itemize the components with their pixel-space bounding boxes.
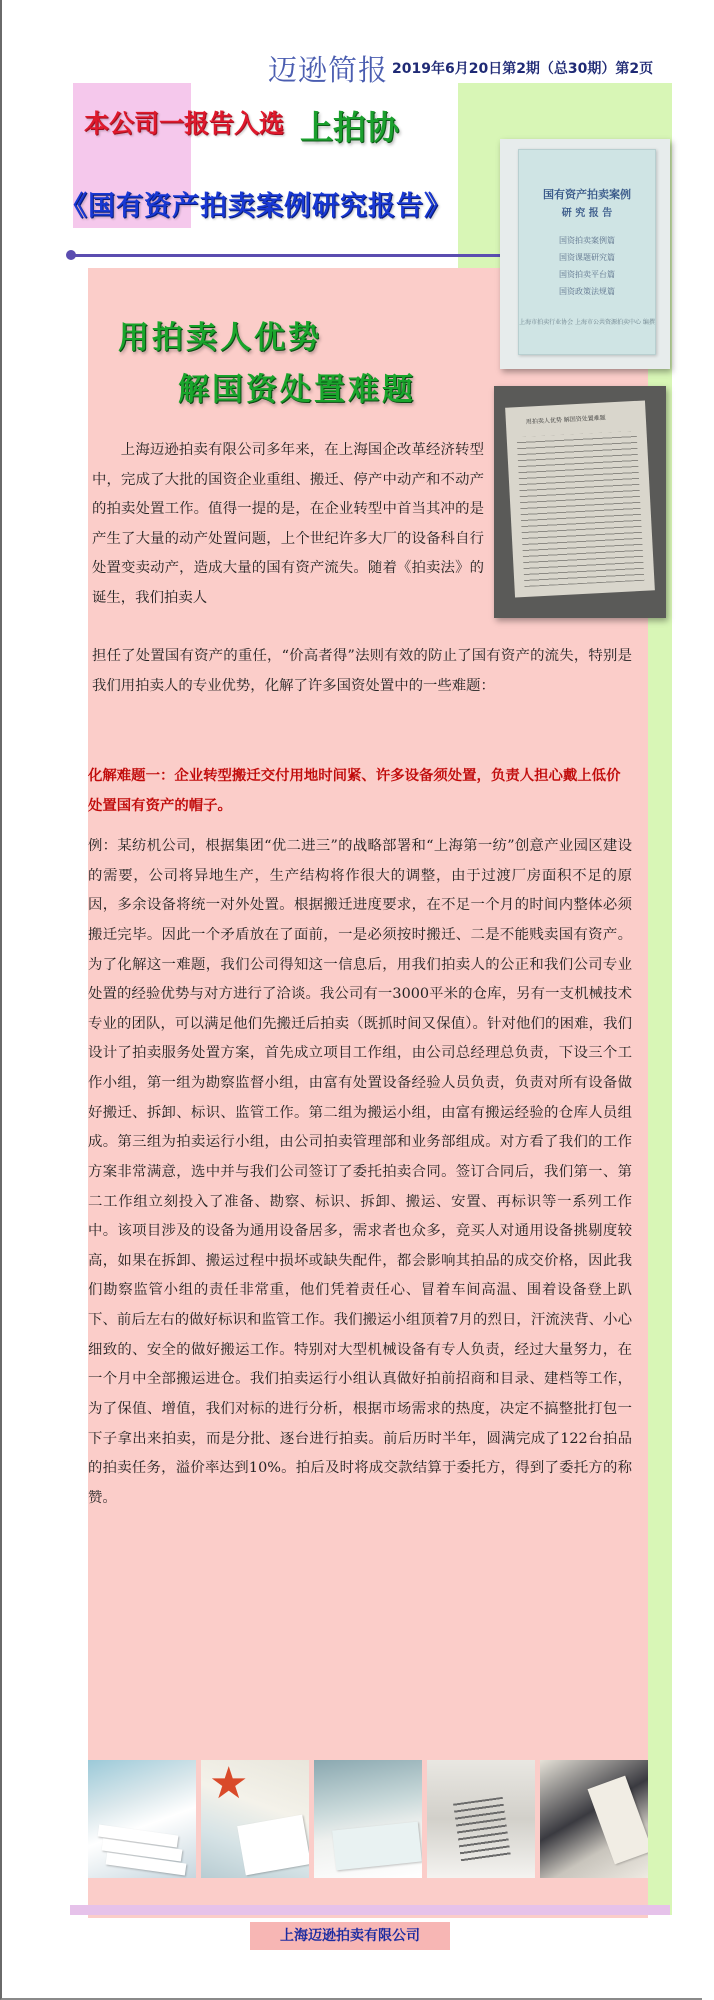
report-cover-photo [500,139,670,369]
intro-paragraph-continued: 担任了处置国有资产的重任，“价高者得”法则有效的防止了国有资产的流失，特别是我们用拍卖人的专业优势，化解了许多国资处置中的一些难题： [92,648,632,694]
cover-chapter: 国资课题研究篇 [559,253,615,262]
cover-chapter: 国资拍卖平台篇 [559,270,615,279]
ring-binder-photo [427,1760,535,1878]
article-subtitle-line2: 解国资处置难题 [178,372,416,408]
problem-heading: 化解难题一：企业转型搬迁交付用地时间紧、许多设备须处置，负责人担心戴上低价处置国有资产的帽子。 [88,767,621,814]
intro-paragraph: 上海迈逊拍卖有限公司多年来，在上海国企改革经济转型中，完成了大批的国资企业重组、搬迁、停产中动产和不动产的拍卖处置工作。值得一提的是，在企业转型中首当其冲的是产生了大量的动产处置问题，上个世纪许多大厂的设备科自行处置变卖动产，造成大量的国有资产流失。随着《拍卖法》的诞生，我们拍卖人 [92,442,484,606]
photo-strip [88,1760,648,1878]
cover-title-line1: 国有资产拍卖案例 [543,188,631,201]
book-stack-photo [88,1760,196,1878]
starfish-brochure-photo [201,1760,309,1878]
bound-book-photo [540,1760,648,1878]
bottom-lavender-strip [70,1905,670,1915]
issue-info: 2019年6月20日第2期（总30期）第2页 [392,61,654,77]
cover-publisher: 上海市拍卖行业协会 上海市公共资源拍卖中心 编撰 [519,319,655,326]
footer-company: 上海迈逊拍卖有限公司 [250,1922,450,1950]
binder-rings [453,1797,511,1863]
text-lines [517,431,645,587]
report-inside-photo [494,386,666,618]
report-cover-book [518,149,656,355]
open-page [505,400,655,597]
company-selected-badge: 本公司一报告入选 [84,109,285,138]
cover-chapter: 国资政策法规篇 [559,287,615,296]
example-paragraph: 例：某纺机公司，根据集团“优二进三”的战略部署和“上海第一纺”创意产业园区建设的需要，公司将异地生产，生产结构将作很大的调整，由于过渡厂房面积不足的原因，多余设备将统一对外处置。根据搬迁进度要求，在不足一个月的时间内整体必须搬迁完毕。因此一个矛盾放在了面前，一是必须按时搬迁、二是不能贱卖国有资产。为了化解这一难题，我们公司得知这一信息后，用我们拍卖人的公正和我们公司专业处置的经验优势与对方进行了洽谈。我公司有一3000平米的仓库，另有一支机械技术专业的团队，可以满足他们先搬迁后拍卖（既抓时间又保值）。针对他们的困难，我们设计了拍卖服务处置方案，首先成立项目工作组，由公司总经理总负责，下设三个工作小组，第一组为勘察监督小组，由富有处置设备经验人员负责，负责对所有设备做好搬迁、拆卸、标识、监管工作。第二组为搬运小组，由富有搬运经验的仓库人员组成。第三组为拍卖运行小组，由公司拍卖管理部和业务部组成。对方看了我们的工作方案非常满意，选中并与我们公司签订了委托拍卖合同。签订合同后，我们第一、第二工作组立刻投入了准备、勘察、标识、拆卸、搬运、安置、再标识等一系列工作中。该项目涉及的设备为通用设备居多，需求者也众多，竞买人对通用设备挑剔度较高，如果在拆卸、搬运过程中损坏或缺失配件，都会影响其拍品的成交价格，因此我们勘察监管小组的责任非常重，他们凭着责任心、冒着车间高温、围着设备登上趴下、前后左右的做好标识和监管工作。我们搬运小组顶着7月的烈日，汗流浃背、小心细致的、安全的做好搬运工作。特别对大型机械设备有专人负责，经过大量努力，在一个月中全部搬运进仓。我们拍卖运行小组认真做好拍前招商和目录、建档等工作，为了保值、增值，我们对标的进行分析，根据市场需求的热度，决定不搞整批打包一下子拿出来拍卖，而是分批、逐台进行拍卖。前后历时半年，圆满完成了122台拍品的拍卖任务，溢价率达到10%。拍后及时将成交款结算于委托方，得到了委托方的称赞。 [88,838,632,1506]
starfish-icon: ★ [209,1760,249,1809]
article-subtitle-line1: 用拍卖人优势 [118,320,322,356]
open-page-heading: 用拍卖人优势 解国资处置难题 [525,414,606,426]
brochure-photo [314,1760,422,1878]
association-badge: 上拍协 [300,108,399,147]
cover-title-line2: 研 究 报 告 [561,208,613,219]
newsletter-title: 迈逊简报 [268,53,389,87]
cover-chapter: 国资拍卖案例篇 [559,236,615,245]
report-title: 《国有资产拍卖案例研究报告》 [60,191,452,222]
